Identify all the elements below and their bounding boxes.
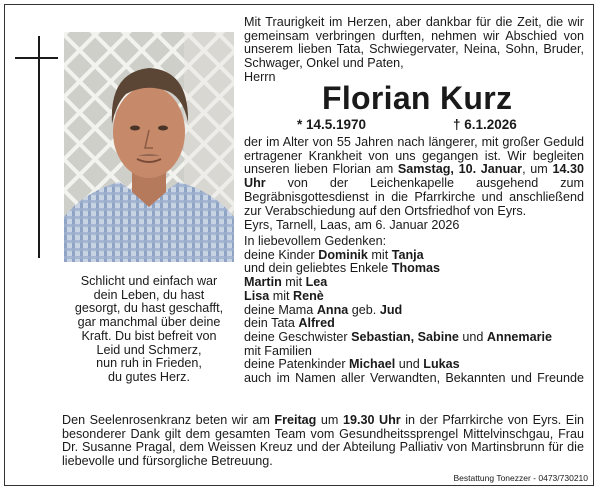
poem-line: Leid und Schmerz, xyxy=(96,342,202,357)
family-godchildren: deine Patenkinder Michael und Lukas xyxy=(244,357,460,372)
place-date: Eyrs, Tarnell, Laas, am 6. Januar 2026 xyxy=(244,218,460,232)
poem-line: gar manchmal über deine xyxy=(77,315,221,330)
portrait-photo xyxy=(64,32,234,262)
funeral-home-credit: Bestattung Tonezzer - 0473/730210 xyxy=(453,473,588,483)
family-children: deine Kinder Dominik mit Tanja xyxy=(244,247,424,262)
family-list xyxy=(244,235,584,386)
cross-icon xyxy=(38,36,40,258)
birth-date: * 14.5.1970 xyxy=(297,117,367,132)
family-grandchild-2: Martin mit Lea xyxy=(244,275,328,290)
poem-line: gesorgt, du hast geschafft, xyxy=(74,301,224,316)
rosary-and-thanks: Den Seelenrosenkranz beten wir am Freitag um 19.30 Uhr in der Pfarrkirche von Eyrs. Ein besonderer Dank gilt dem gesamten Team vom Gesundheitssprengel Mittelvinschgau, Frau Dr. Susanne Pragal, dem Weissen Kreuz und der Abteilung Palliativ von Martinsbrunn für die liebevolle und fürsorgliche Betreuung. xyxy=(62,413,585,469)
poem-line: Schlicht und einfach war xyxy=(80,274,218,288)
poem-line: Kraft. Du bist befreit von xyxy=(81,328,217,343)
family-siblings: deine Geschwister Sebastian, Sabine und Annemarie xyxy=(244,329,553,344)
poem xyxy=(62,275,236,385)
cross-icon-bar xyxy=(15,57,58,59)
bio-text: der im Alter von 55 Jahren nach längerer, mit großer Geduld ertragener Krankheit von uns gegangen ist. Wir begleiten unseren lieben Florian am Samstag, 10. Januar, um 14.30 Uhr von der Leichenkapelle ausgehend zum Begräbnisgottesdienst in die Pfarrkirche und anschließend zur Verabschiedung auf den Ortsfriedhof von Eyrs. xyxy=(244,135,584,218)
poem-line: dein Leben, du hast xyxy=(93,287,205,302)
poem-line: nun ruh in Frieden, xyxy=(96,356,202,371)
memory-heading: In liebevollem Gedenken: xyxy=(244,234,387,248)
deceased-name: Florian Kurz xyxy=(322,80,513,116)
family-grandchild-3: Lisa mit Renè xyxy=(244,288,324,303)
death-date: † 6.1.2026 xyxy=(453,117,517,132)
family-father: dein Tata Alfred xyxy=(244,316,335,331)
family-relatives: auch im Namen aller Verwandten, Bekannten und Freunde xyxy=(244,371,584,386)
family-grandchildren: und dein geliebtes Enkele Thomas xyxy=(244,261,441,276)
family-mother: deine Mama Anna geb. Jud xyxy=(244,302,403,317)
intro-text: Mit Traurigkeit im Herzen, aber dankbar für die Zeit, die wir gemeinsam verbringen durften, nehmen wir Abschied von unserem lieben Tata, Schwiegervater, Neina, Sohn, Bruder, Schwager, Onkel und Paten, Herrn xyxy=(244,15,584,84)
family-with-families: mit Familien xyxy=(244,343,312,358)
poem-line: du gutes Herz. xyxy=(108,369,190,384)
